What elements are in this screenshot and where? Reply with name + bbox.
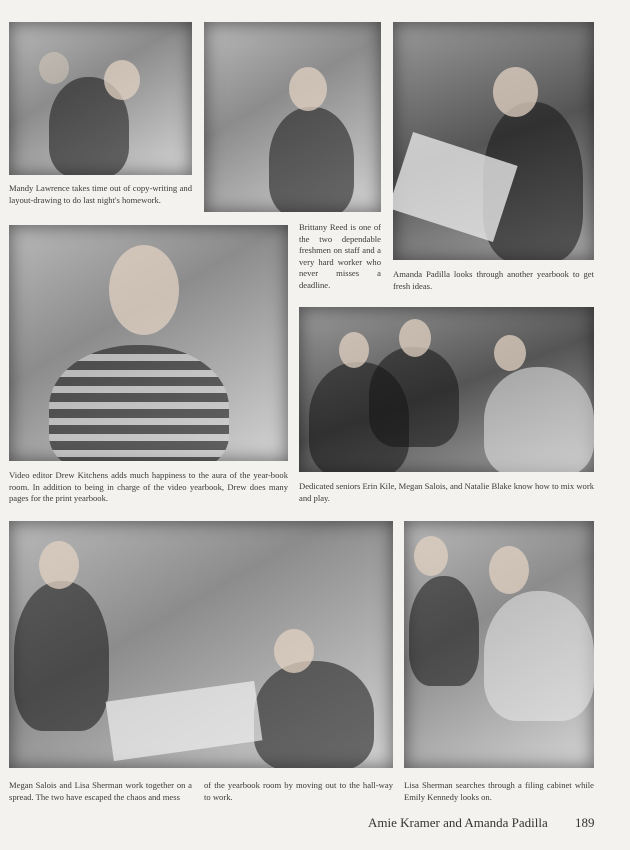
footer-staff-names: Amie Kramer and Amanda Padilla [368,815,548,830]
photo-seniors [299,307,594,472]
photo-lisa-filing [404,521,594,768]
photo-mandy-homework [9,22,192,175]
photo-drew-kitchens [9,225,288,461]
caption-seniors: Dedicated seniors Erin Kile, Megan Salois, and Natalie Blake know how to mix work and play. [299,481,594,503]
caption-megan-lisa-part2: of the yearbook room by moving out to the hall-way to work. [204,780,393,802]
photo-brittany-desk [204,22,381,212]
caption-mandy: Mandy Lawrence takes time out of copy-writing and layout-drawing to do last night's homework. [9,183,192,205]
caption-amanda: Amanda Padilla looks through another yearbook to get fresh ideas. [393,269,594,291]
caption-megan-lisa-part1: Megan Salois and Lisa Sherman work together on a spread. The two have escaped the chaos and mess [9,780,192,802]
caption-brittany: Brittany Reed is one of the two dependable freshmen on staff and a very hard worker who never misses a deadline. [299,222,381,290]
caption-drew: Video editor Drew Kitchens adds much happiness to the aura of the year-book room. In addition to being in charge of the video yearbook, Drew does many pages for the print yearbook. [9,470,288,503]
photo-amanda-yearbook [393,22,594,260]
page-number: 189 [575,815,595,830]
photo-megan-lisa-hallway [9,521,393,768]
caption-lisa: Lisa Sherman searches through a filing cabinet while Emily Kennedy looks on. [404,780,594,802]
